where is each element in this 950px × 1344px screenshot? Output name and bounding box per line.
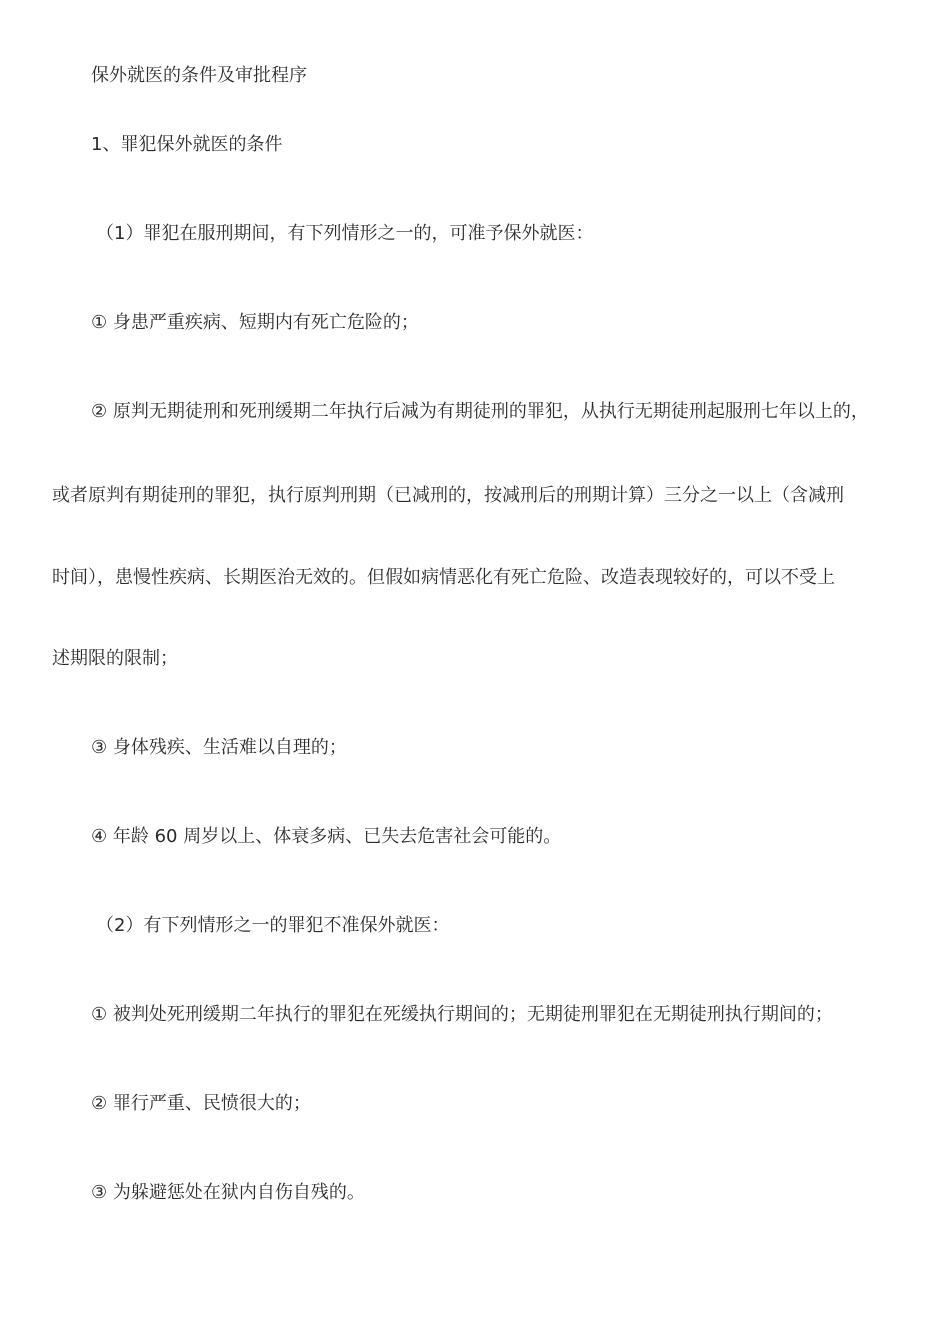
clause-1-item-2-line-4: 述期限的限制； [52,648,178,669]
clause-1-item-3: ③ 身体残疾、生活难以自理的； [91,737,347,758]
clause-2-item-2: ② 罪行严重、民愤很大的； [91,1093,311,1114]
clause-2-intro: （2）有下列情形之一的罪犯不准保外就医： [96,915,450,936]
clause-1-item-2-line-1: ② 原判无期徒刑和死刑缓期二年执行后减为有期徒刑的罪犯，从执行无期徒刑起服刑七年以上的， [91,401,869,422]
document-title: 保外就医的条件及审批程序 [91,65,307,86]
clause-1-intro: （1）罪犯在服刑期间，有下列情形之一的，可准予保外就医： [96,223,594,244]
section-heading: 1、罪犯保外就医的条件 [91,134,283,155]
clause-2-item-3: ③ 为躲避惩处在狱内自伤自残的。 [91,1182,365,1203]
clause-1-item-4: ④ 年龄 60 周岁以上、体衰多病、已失去危害社会可能的。 [91,826,562,847]
clause-2-item-1: ① 被判处死刑缓期二年执行的罪犯在死缓执行期间的；无期徒刑罪犯在无期徒刑执行期间的； [91,1004,833,1025]
clause-1-item-2-line-3: 时间），患慢性疾病、长期医治无效的。但假如病情恶化有死亡危险、改造表现较好的，可以不受上 [52,567,835,588]
clause-1-item-1: ① 身患严重疾病、短期内有死亡危险的； [91,312,419,333]
clause-1-item-2-line-2: 或者原判有期徒刑的罪犯，执行原判刑期（已减刑的，按减刑后的刑期计算）三分之一以上（含减刑 [52,485,844,506]
